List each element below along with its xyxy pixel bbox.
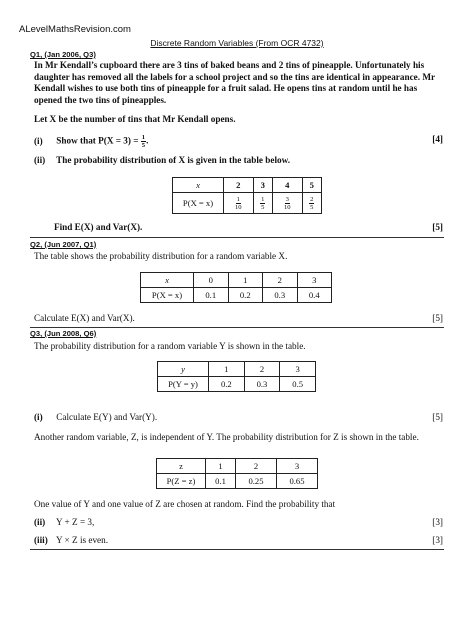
q3-part-iii bbox=[34, 535, 443, 545]
table-cell: 0.4 bbox=[297, 288, 332, 303]
q3-heading: Q3, (Jun 2008, Q6) bbox=[30, 329, 97, 338]
table-cell: 0.3 bbox=[263, 288, 298, 303]
q1-let-text: Let X be the number of tins that Mr Kendall opens. bbox=[34, 114, 236, 124]
q3-part-i bbox=[34, 412, 443, 422]
q3-part-ii-text: Y + Z = 3, bbox=[55, 517, 95, 527]
table-cell: P(X = x) bbox=[141, 288, 194, 303]
q3-z-text: Another random variable, Z, is independent of Y. The probability distribution for Z is shown in the table. bbox=[34, 432, 419, 442]
q1-find bbox=[54, 222, 443, 232]
q3-intro: The probability distribution for a random variable Y is shown in the table. bbox=[34, 341, 306, 351]
table-row bbox=[173, 193, 322, 214]
table-cell: 1 bbox=[209, 362, 245, 377]
table-row bbox=[141, 288, 332, 303]
q1-heading: Q1, (Jan 2006, Q3) bbox=[30, 50, 96, 59]
q2-calc-mark: [5] bbox=[432, 313, 443, 323]
table-cell: 3 bbox=[297, 273, 332, 288]
table-row bbox=[158, 377, 316, 392]
q1-part-ii-label: (ii) bbox=[34, 155, 46, 165]
fraction-numerator: 2 bbox=[310, 195, 314, 203]
table-cell bbox=[224, 193, 254, 214]
fraction-denominator: 5 bbox=[310, 203, 314, 211]
q2-heading: Q2, (Jun 2007, Q1) bbox=[30, 240, 97, 249]
table-cell: 3 bbox=[280, 362, 316, 377]
q3-y-distribution-table bbox=[157, 361, 316, 392]
table-cell: 2 bbox=[236, 459, 277, 474]
table-cell: 3 bbox=[277, 459, 318, 474]
q3-chosen-text: One value of Y and one value of Z are chosen at random. Find the probability that bbox=[34, 499, 336, 509]
q3-part-i-mark: [5] bbox=[432, 412, 443, 422]
q1-part-i bbox=[34, 134, 443, 149]
q3-part-iii-label: (iii) bbox=[34, 535, 48, 545]
q3-part-ii bbox=[34, 517, 443, 527]
table-cell: y bbox=[158, 362, 209, 377]
section-divider bbox=[30, 549, 444, 550]
worksheet-title: Discrete Random Variables (From OCR 4732) bbox=[150, 38, 324, 48]
table-cell: P(Y = y) bbox=[158, 377, 209, 392]
table-cell: 2 bbox=[263, 273, 298, 288]
section-divider bbox=[30, 237, 444, 238]
table-cell: 2 bbox=[244, 362, 280, 377]
table-cell: 0.5 bbox=[280, 377, 316, 392]
fraction-denominator: 10 bbox=[283, 203, 291, 211]
fraction-numerator: 1 bbox=[261, 195, 265, 203]
q1-part-ii bbox=[34, 155, 443, 165]
q2-calc bbox=[34, 313, 443, 323]
q1-part-ii-text: The probability distribution of X is given in the table below. bbox=[56, 155, 291, 165]
table-cell: P(X = x) bbox=[173, 193, 224, 214]
table-cell bbox=[253, 193, 272, 214]
section-divider bbox=[30, 327, 444, 328]
q1-distribution-table bbox=[172, 177, 322, 214]
table-cell: 0.1 bbox=[194, 288, 229, 303]
fraction-numerator: 1 bbox=[236, 195, 240, 203]
q3-z-distribution-table bbox=[156, 458, 318, 489]
table-cell: 2 bbox=[224, 178, 254, 193]
table-cell: 3 bbox=[253, 178, 272, 193]
q1-find-mark: [5] bbox=[432, 222, 443, 232]
table-cell: 0.2 bbox=[228, 288, 263, 303]
table-cell: 0 bbox=[194, 273, 229, 288]
table-cell bbox=[302, 193, 321, 214]
table-cell: x bbox=[141, 273, 194, 288]
q1-intro: In Mr Kendall’s cupboard there are 3 tins of baked beans and 2 tins of pineapple. Unfortunately his daughter has removed all the labels for a school project and so the tins are identical in appearance. Mr Kendall wishes to use both tins of pineapple for a fruit salad. He opens tins at random until he has opened the two tins of pineapples. bbox=[34, 60, 435, 105]
q1-part-i-suffix: . bbox=[146, 135, 149, 146]
q1-part-i-label: (i) bbox=[34, 135, 43, 146]
q1-find-text: Find E(X) and Var(X). bbox=[54, 222, 143, 232]
fraction-denominator: 5 bbox=[141, 142, 146, 149]
table-cell: x bbox=[173, 178, 224, 193]
q2-calc-text: Calculate E(X) and Var(X). bbox=[34, 313, 135, 323]
table-row bbox=[158, 362, 316, 377]
table-cell: 0.25 bbox=[236, 474, 277, 489]
fraction-numerator: 3 bbox=[285, 195, 289, 203]
q1-part-i-mark: [4] bbox=[432, 134, 443, 144]
q3-part-iii-text: Y × Z is even. bbox=[55, 535, 109, 545]
table-cell: 0.2 bbox=[209, 377, 245, 392]
q1-part-i-text: Show that P(X = 3) = bbox=[56, 135, 141, 146]
table-cell: z bbox=[157, 459, 206, 474]
table-cell: 0.1 bbox=[206, 474, 236, 489]
q3-part-iii-mark: [3] bbox=[432, 535, 443, 545]
table-cell: 0.3 bbox=[244, 377, 280, 392]
fraction-denominator: 5 bbox=[261, 203, 265, 211]
q2-intro: The table shows the probability distribution for a random variable X. bbox=[34, 251, 288, 261]
site-name: ALevelMathsRevision.com bbox=[19, 24, 131, 35]
q3-part-i-label: (i) bbox=[34, 412, 43, 422]
table-cell: P(Z = z) bbox=[157, 474, 206, 489]
q3-part-ii-label: (ii) bbox=[34, 517, 46, 527]
table-row bbox=[173, 178, 322, 193]
table-cell: 4 bbox=[272, 178, 302, 193]
table-row bbox=[157, 459, 318, 474]
fraction-denominator: 10 bbox=[234, 203, 242, 211]
q3-part-ii-mark: [3] bbox=[432, 517, 443, 527]
table-cell: 1 bbox=[228, 273, 263, 288]
q3-part-i-text: Calculate E(Y) and Var(Y). bbox=[56, 412, 158, 422]
fraction-numerator: 1 bbox=[141, 134, 146, 141]
table-cell: 5 bbox=[302, 178, 321, 193]
table-row bbox=[157, 474, 318, 489]
q2-distribution-table bbox=[140, 272, 332, 303]
table-cell bbox=[272, 193, 302, 214]
table-cell: 1 bbox=[206, 459, 236, 474]
table-row bbox=[141, 273, 332, 288]
table-cell: 0.65 bbox=[277, 474, 318, 489]
